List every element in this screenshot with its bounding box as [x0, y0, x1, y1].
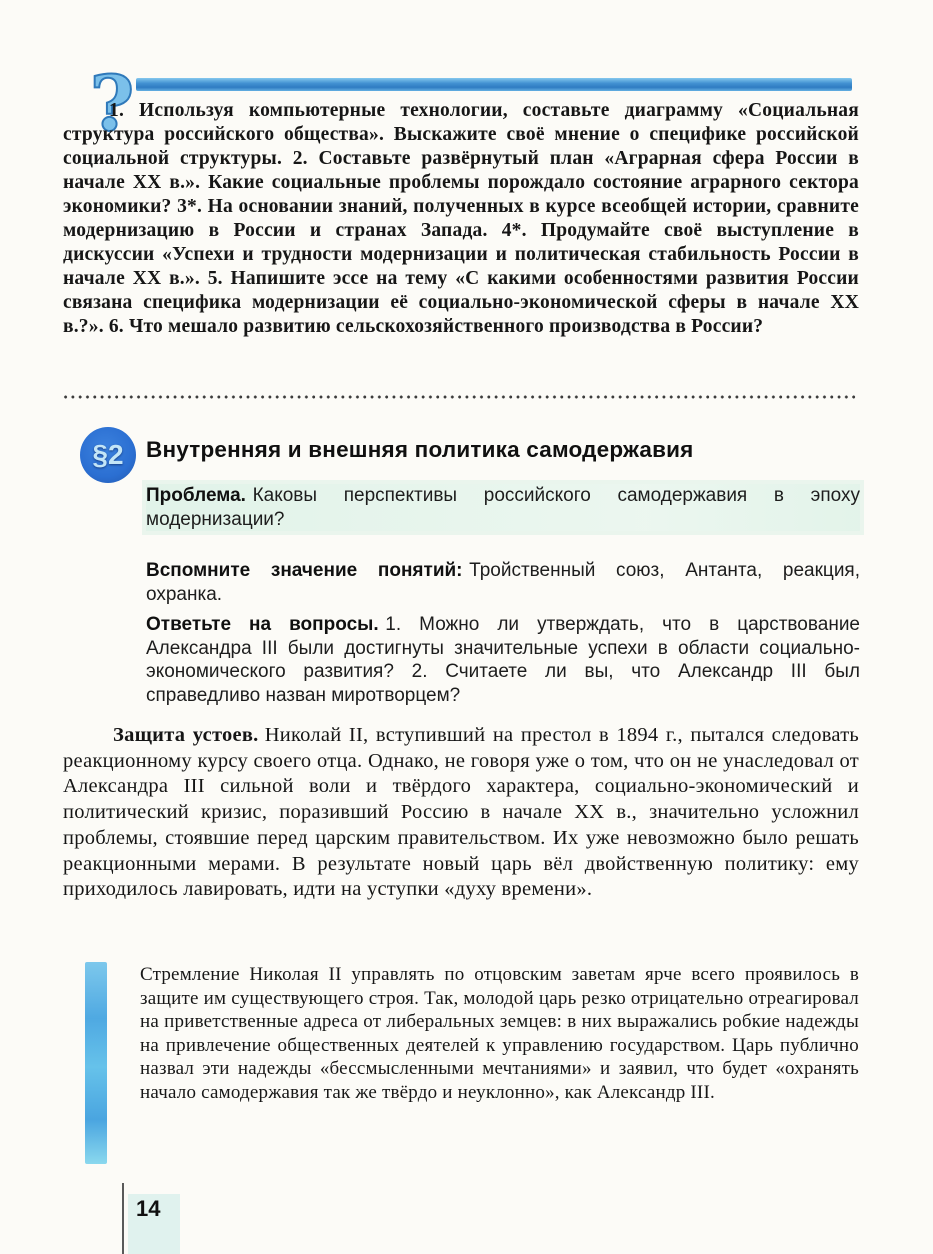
footer-vertical-rule	[122, 1183, 124, 1254]
answer-questions-text: 1. Можно ли утверждать, что в царствование Александра III были достигнуты значительные успехи в области социально-экономического развития? 2. Считаете ли вы, что Александр III был справедливо назван миротворцем?	[146, 614, 860, 706]
chapter-questions-block	[63, 99, 859, 339]
paragraph-number-badge: §2	[80, 427, 136, 483]
aside-paragraph: Стремление Николая II управлять по отцовским заветам ярче всего проявилось в защите им существующего строя. Так, молодой царь резко отрицательно отреагировал на приветственные адреса от либеральных земцев: в них выражались робкие надежды на привлечение общественных деятелей к управлению государством. Царь публично назвал эти надежды «бессмысленными мечтаниями» и заявил, что будет «охранять начало самодержавия так же твёрдо и неуклонно», как Александр III.	[140, 964, 859, 1103]
answer-questions-block	[146, 613, 860, 707]
section-top-rule	[136, 78, 852, 91]
recall-terms-block	[146, 559, 860, 606]
main-paragraph-lead: Защита устоев.	[113, 724, 259, 746]
aside-accent-bar	[85, 962, 107, 1164]
problem-label: Проблема.	[146, 485, 246, 506]
chapter-questions-text: 1. Используя компьютерные технологии, составьте диаграмму «Социальная структура российского общества». Выскажите своё мнение о специфике российской социальной структуры. 2. Составьте развёрнутый план «Аграрная сфера России в начале XX в.». Какие социальные проблемы порождало состояние аграрного сектора экономики? 3*. На основании знаний, полученных в курсе всеобщей истории, сравните модернизацию в России и странах Запада. 4*. Продумайте своё выступление в дискуссии «Успехи и трудности модернизации и политическая стабильность России в начале XX в.». 5. Напишите эссе на тему «С какими особенностями развития России связана специфика модернизации её социально-экономической сферы в начале XX в.?». 6. Что мешало развитию сельскохозяйственного производства в России?	[63, 100, 859, 337]
page-number: 14	[136, 1196, 161, 1221]
dotted-divider	[63, 394, 856, 400]
recall-terms-label: Вспомните значение понятий:	[146, 560, 463, 581]
recall-terms-text: Тройственный союз, Антанта, реакция, охранка.	[146, 560, 860, 605]
main-paragraph-text: Николай II, вступивший на престол в 1894 г., пытался следовать реакционному курсу своего отца. Однако, не говоря уже о том, что он не унаследовал от Александра III сильной воли и твёрдого характера, социально-экономический и политический кризис, поразивший Россию в начале XX в., значительно усложнил проблемы, стоявшие перед царским правительством. Их уже невозможно было решать реакционными мерами. В результате новый царь вёл двойственную политику: ему приходилось лавировать, идти на уступки «духу времени».	[63, 724, 860, 901]
problem-block	[146, 484, 860, 531]
answer-questions-label: Ответьте на вопросы.	[146, 614, 379, 635]
problem-text: Каковы перспективы российского самодержавия в эпоху модернизации?	[146, 485, 860, 530]
question-mark-icon: ?	[89, 59, 135, 148]
main-body-paragraph	[63, 723, 859, 903]
section-title: Внутренняя и внешняя политика самодержавия	[146, 437, 694, 462]
